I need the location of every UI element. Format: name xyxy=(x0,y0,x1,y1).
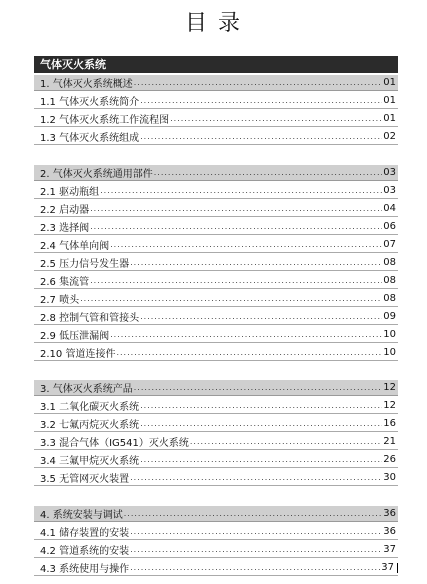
toc-section-1 xyxy=(34,75,398,147)
toc-entry-title: 2.9 低压泄漏阀 xyxy=(40,331,110,342)
toc-entry-row[interactable] xyxy=(34,345,398,361)
dot-leader xyxy=(116,345,382,361)
toc-entry-row[interactable] xyxy=(34,452,398,468)
toc-entry-row[interactable] xyxy=(34,309,398,325)
toc-page-number: 03 xyxy=(383,167,396,178)
toc-chapter-row[interactable] xyxy=(34,506,398,522)
toc-section-2 xyxy=(34,165,398,363)
dot-leader xyxy=(140,129,382,145)
dot-leader xyxy=(110,237,382,253)
toc-page-number: 26 xyxy=(383,454,396,465)
toc-page-number: 02 xyxy=(383,131,396,142)
toc-entry-title: 2.3 选择阀 xyxy=(40,223,90,234)
toc-section-3 xyxy=(34,380,398,488)
toc-entry-row[interactable] xyxy=(34,129,398,145)
dot-leader xyxy=(140,452,382,468)
toc-section-4 xyxy=(34,506,398,578)
dot-leader xyxy=(130,542,382,558)
dot-leader xyxy=(124,506,383,522)
toc-page-number: 01 xyxy=(383,113,396,124)
toc-page-number: 01 xyxy=(383,95,396,106)
dot-leader xyxy=(134,75,383,91)
toc-entry-row[interactable] xyxy=(34,470,398,486)
dot-leader xyxy=(140,309,382,325)
dot-leader xyxy=(90,219,382,235)
toc-entry-row[interactable] xyxy=(34,416,398,432)
toc-page-number: 10 xyxy=(383,329,396,340)
dot-leader xyxy=(170,111,382,127)
toc-chapter-row[interactable] xyxy=(34,75,398,91)
toc-entry-title: 2.1 驱动瓶组 xyxy=(40,187,100,198)
toc-page-number: 12 xyxy=(383,400,396,411)
dot-leader xyxy=(130,470,382,486)
toc-page-number: 30 xyxy=(383,472,396,483)
dot-leader xyxy=(130,255,382,271)
dot-leader xyxy=(140,93,382,109)
toc-entry-title: 2.10 管道连接件 xyxy=(40,349,116,360)
toc-page-number: 12 xyxy=(383,382,396,393)
dot-leader xyxy=(190,434,382,450)
toc-entry-row[interactable] xyxy=(34,237,398,253)
toc-entry-title: 3.3 混合气体（IG541）灭火系统 xyxy=(40,438,189,449)
dot-leader xyxy=(140,398,382,414)
toc-page-number: 08 xyxy=(383,257,396,268)
toc-page-number: 06 xyxy=(383,221,396,232)
toc-entry-title: 3.4 三氟甲烷灭火系统 xyxy=(40,456,140,467)
toc-entry-title: 1. 气体灭火系统概述 xyxy=(40,79,133,90)
toc-page-number: 36 xyxy=(383,526,396,537)
toc-entry-title: 1.1 气体灭火系统简介 xyxy=(40,97,140,108)
toc-entry-title: 2. 气体灭火系统通用部件 xyxy=(40,169,153,180)
toc-entry-row[interactable] xyxy=(34,327,398,343)
dot-leader xyxy=(140,416,382,432)
toc-page-number: 10 xyxy=(383,347,396,358)
dot-leader xyxy=(154,165,383,181)
toc-entry-row[interactable] xyxy=(34,542,398,558)
toc-entry-title: 3.5 无管网灭火装置 xyxy=(40,474,130,485)
toc-entry-title: 2.5 压力信号发生器 xyxy=(40,259,130,270)
toc-entry-title: 2.8 控制气管和管接头 xyxy=(40,313,140,324)
toc-chapter-row[interactable] xyxy=(34,165,398,181)
toc-page-number: 03 xyxy=(383,185,396,196)
dot-leader xyxy=(100,183,382,199)
toc-entry-title: 4.1 储存装置的安装 xyxy=(40,528,130,539)
toc-entry-row[interactable] xyxy=(34,255,398,271)
dot-leader xyxy=(134,380,383,396)
toc-entry-title: 2.7 喷头 xyxy=(40,295,80,306)
toc-entry-title: 2.4 气体单向阀 xyxy=(40,241,110,252)
page-title: 目 录 xyxy=(185,11,242,36)
toc-entry-title: 3. 气体灭火系统产品 xyxy=(40,384,133,395)
toc-page-number: 09 xyxy=(383,311,396,322)
toc-entry-row[interactable] xyxy=(34,93,398,109)
toc-page-number: 08 xyxy=(383,275,396,286)
toc-entry-title: 1.2 气体灭火系统工作流程图 xyxy=(40,115,170,126)
toc-entry-title: 2.2 启动器 xyxy=(40,205,90,216)
toc-entry-row[interactable] xyxy=(34,219,398,235)
dot-leader xyxy=(130,524,382,540)
toc-page-number: 04 xyxy=(383,203,396,214)
toc-entry-row[interactable] xyxy=(34,291,398,307)
toc-entry-row[interactable] xyxy=(34,111,398,127)
toc-entry-title: 4. 系统安装与调试 xyxy=(40,510,123,521)
toc-entry-row[interactable] xyxy=(34,434,398,450)
toc-page-number: 08 xyxy=(383,293,396,304)
toc-entry-row[interactable] xyxy=(34,201,398,217)
toc-entry-row[interactable] xyxy=(34,560,398,576)
dot-leader xyxy=(90,273,382,289)
dot-leader xyxy=(130,560,380,576)
toc-entry-title: 3.2 七氟丙烷灭火系统 xyxy=(40,420,140,431)
text-cursor xyxy=(397,563,398,573)
toc-entry-row[interactable] xyxy=(34,273,398,289)
toc-entry-title: 4.3 系统使用与操作 xyxy=(40,564,130,575)
toc-page-number: 07 xyxy=(383,239,396,250)
toc-entry-title: 4.2 管道系统的安装 xyxy=(40,546,130,557)
category-banner: 气体灭火系统 xyxy=(34,56,398,73)
toc-entry-title: 1.3 气体灭火系统组成 xyxy=(40,133,140,144)
toc-entry-row[interactable] xyxy=(34,398,398,414)
dot-leader xyxy=(80,291,382,307)
toc-entry-row[interactable] xyxy=(34,183,398,199)
toc-entry-title: 2.6 集流管 xyxy=(40,277,90,288)
toc-page-number: 16 xyxy=(383,418,396,429)
toc-chapter-row[interactable] xyxy=(34,380,398,396)
toc-page-number: 37 xyxy=(383,544,396,555)
dot-leader xyxy=(90,201,382,217)
toc-page-number: 37 xyxy=(381,562,394,573)
toc-page-number: 21 xyxy=(383,436,396,447)
toc-entry-title: 3.1 二氧化碳灭火系统 xyxy=(40,402,140,413)
dot-leader xyxy=(110,327,382,343)
toc-page-number: 01 xyxy=(383,77,396,88)
toc-page-number: 36 xyxy=(383,508,396,519)
toc-entry-row[interactable] xyxy=(34,524,398,540)
